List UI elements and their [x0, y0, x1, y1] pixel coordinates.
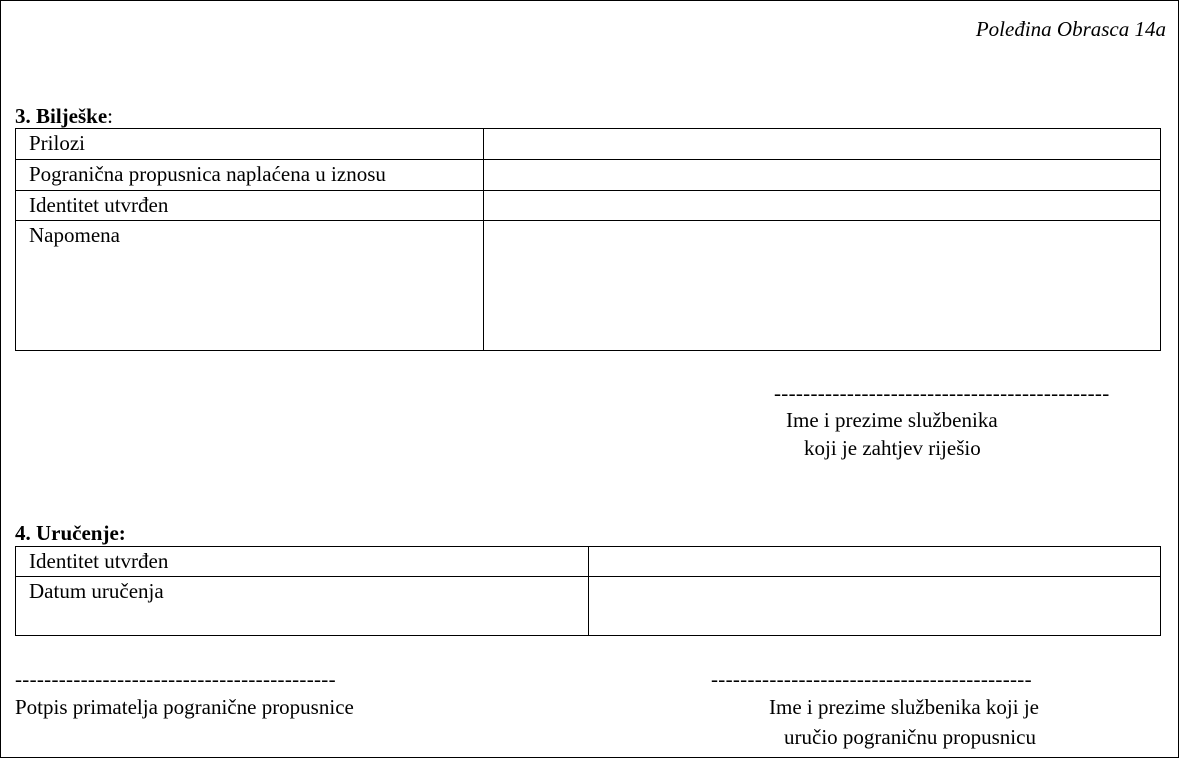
- notes-table: [15, 128, 1161, 351]
- officer-resolved-caption-line2: koji je zahtjev riješio: [804, 436, 981, 460]
- officer-delivered-caption-line1: Ime i prezime službenika koji je: [769, 695, 1039, 719]
- attachments-field[interactable]: [484, 129, 1161, 160]
- row-label-identity-verified: Identitet utvrđen: [16, 191, 484, 221]
- section-notes-title-text: 3. Bilješke: [15, 104, 108, 128]
- officer-resolved-caption-line1: Ime i prezime službenika: [786, 408, 998, 432]
- delivery-identity-field[interactable]: [589, 547, 1161, 577]
- row-label-remark: Napomena: [16, 221, 484, 351]
- officer-resolved-signature-line: ----------------------------------------------: [774, 381, 1110, 405]
- recipient-signature-caption: Potpis primatelja pogranične propusnice: [15, 695, 354, 719]
- delivery-table: [15, 546, 1161, 636]
- form-back-label: Poleđina Obrasca 14a: [975, 17, 1166, 41]
- table-row: [16, 577, 1161, 636]
- officer-delivered-caption-line2: uručio pograničnu propusnicu: [784, 725, 1036, 749]
- row-label-fee-paid: Pogranična propusnica naplaćena u iznosu: [16, 160, 484, 191]
- row-label-delivery-date: Datum uručenja: [16, 577, 589, 636]
- table-row: [16, 547, 1161, 577]
- fee-paid-field[interactable]: [484, 160, 1161, 191]
- identity-verified-field[interactable]: [484, 191, 1161, 221]
- section-delivery-title: 4. Uručenje:: [15, 521, 126, 545]
- table-row: [16, 129, 1161, 160]
- row-label-attachments: Prilozi: [16, 129, 484, 160]
- section-notes-title-colon: :: [107, 104, 114, 128]
- table-row: [16, 221, 1161, 351]
- delivery-date-field[interactable]: [589, 577, 1161, 636]
- table-row: [16, 191, 1161, 221]
- row-label-identity-verified: Identitet utvrđen: [16, 547, 589, 577]
- officer-delivered-signature-line: --------------------------------------------: [711, 667, 1032, 691]
- table-row: [16, 160, 1161, 191]
- remark-field[interactable]: [484, 221, 1161, 351]
- section-notes-title: [15, 106, 113, 127]
- recipient-signature-line: --------------------------------------------: [15, 667, 336, 691]
